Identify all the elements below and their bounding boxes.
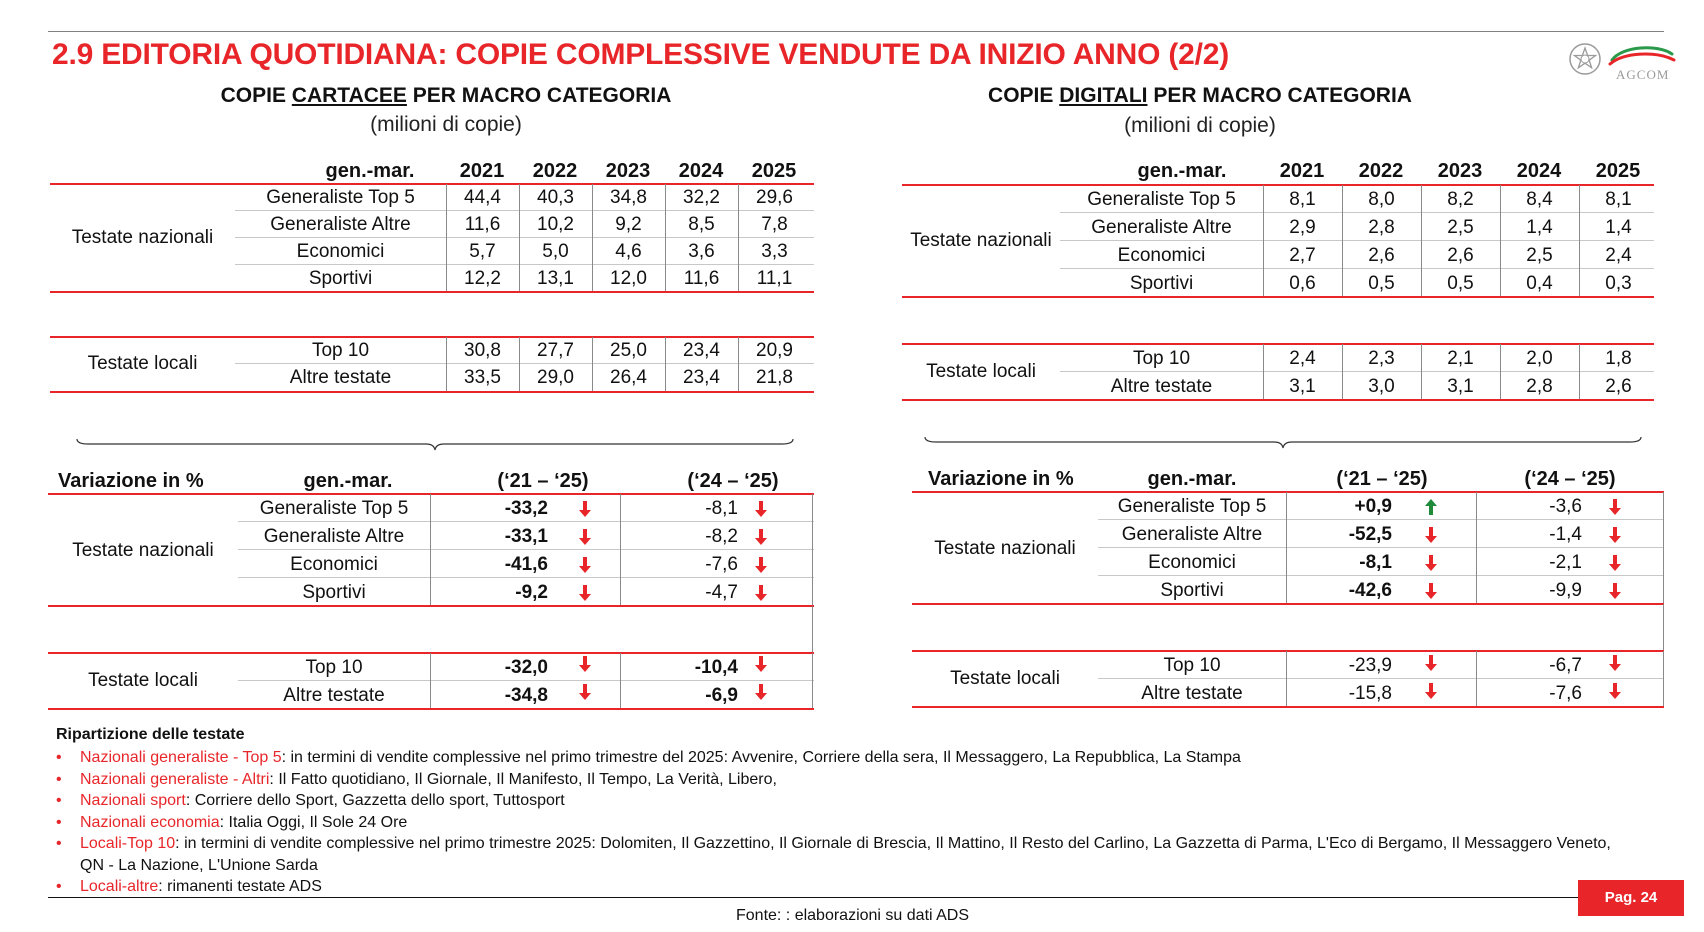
year-header: 2025 [1595,160,1641,182]
value-cell: 21,8 [756,367,793,388]
value-cell: 23,4 [683,367,720,388]
variation-value: -8,1 [1359,552,1392,573]
value-cell: 3,3 [761,241,788,262]
digital-section-subtitle: (milioni di copie) [1124,114,1276,137]
notes-list [56,747,1616,898]
category-label: Generaliste Altre [263,526,405,547]
arrow-down-icon [578,683,592,701]
variation-value: -8,1 [705,498,738,519]
year-header: 2024 [1516,160,1562,182]
category-label: Economici [1148,552,1236,573]
value-cell: 3,0 [1368,376,1395,397]
variation-value: -34,8 [504,685,548,706]
value-cell: 8,1 [1605,189,1632,210]
notes-block [56,726,1616,898]
year-header: 2025 [751,160,797,182]
arrow-down-icon [754,683,768,701]
category-label: Generaliste Top 5 [266,187,415,208]
list-item [56,747,1616,769]
category-label: Top 10 [305,657,363,678]
value-cell: 1,8 [1605,348,1632,369]
variation-value: -9,2 [515,582,548,603]
paper-section-title [48,84,844,108]
value-cell: 34,8 [610,187,647,208]
group-label: Testate nazionali [71,227,214,248]
period-header: gen.-mar. [1137,160,1227,182]
top-rule [48,31,1664,32]
value-cell: 40,3 [537,187,574,208]
arrow-down-icon [1424,526,1438,544]
group-label: Testate locali [950,668,1060,689]
value-cell: 12,2 [464,268,501,289]
value-cell: 29,0 [537,367,574,388]
value-cell: 30,8 [464,340,501,361]
arrow-down-icon [754,655,768,673]
value-cell: 13,1 [537,268,574,289]
value-cell: 1,4 [1605,217,1632,238]
digital-national-table [902,160,1654,300]
arrow-down-icon [754,584,768,602]
category-label: Top 10 [1163,655,1221,676]
arrow-down-icon [578,584,592,602]
note-label: Nazionali generaliste - Altri [80,770,270,788]
note-label: Nazionali generaliste - Top 5 [80,749,282,766]
variation-col-header: (‘21 – ‘25) [497,470,589,492]
value-cell: 5,7 [469,241,496,262]
arrow-down-icon [578,655,592,673]
arrow-down-icon [578,556,592,574]
note-text: : in termini di vendite complessive nel primo trimestre 2025: Dolomiten, Il Gazzettino, Il Giornale di Brescia, Il Mattino, Il Resto del Carlino, La Gazzetta di Parma, L'Eco di Bergamo, Il Messaggero Veneto, QN - La Nazione, L'Unione Sarda [80,835,1611,874]
year-header: 2022 [1358,160,1404,182]
arrow-down-icon [1608,682,1622,700]
variation-value: -23,9 [1348,655,1392,676]
variation-value: -42,6 [1348,580,1392,601]
variation-value: -6,9 [705,685,738,706]
value-cell: 2,5 [1526,245,1553,266]
variation-value: -9,9 [1549,580,1582,601]
value-cell: 8,4 [1526,189,1553,210]
value-cell: 0,4 [1526,273,1553,294]
group-label: Testate locali [88,670,198,691]
value-cell: 8,0 [1368,189,1395,210]
value-cell: 10,2 [537,214,574,235]
variation-value: -15,8 [1348,683,1392,704]
category-label: Top 10 [1132,348,1191,369]
category-label: Top 10 [311,340,370,361]
value-cell: 20,9 [756,340,793,361]
value-cell: 2,3 [1368,348,1395,369]
arrow-down-icon [1608,582,1622,600]
note-text: : Il Fatto quotidiano, Il Giornale, Il Manifesto, Il Tempo, La Verità, Libero, [269,770,777,788]
note-text: : rimanenti testate ADS [158,878,322,895]
value-cell: 2,1 [1447,348,1474,369]
value-cell: 0,5 [1447,273,1474,294]
paper-variation-table [48,470,814,715]
arrow-up-icon [1424,498,1438,516]
variation-value: -2,1 [1549,552,1582,573]
value-cell: 8,2 [1447,189,1474,210]
variation-value: +0,9 [1354,496,1392,517]
year-header: 2023 [1437,160,1483,182]
variation-value: -33,1 [504,526,548,547]
page-title: 2.9 EDITORIA QUOTIDIANA: COPIE COMPLESSIVE VENDUTE DA INIZIO ANNO (2/2) [52,38,1230,71]
paper-title-pre: COPIE [220,84,292,107]
arrow-down-icon [1608,526,1622,544]
variation-value: -33,2 [504,498,548,519]
value-cell: 8,1 [1289,189,1316,210]
arrow-down-icon [1608,554,1622,572]
value-cell: 11,1 [756,268,793,289]
year-header: 2021 [459,160,505,182]
agcom-logo [1568,42,1678,84]
group-label: Testate nazionali [72,540,214,561]
value-cell: 23,4 [683,340,720,361]
category-label: Economici [290,554,378,575]
value-cell: 7,8 [761,214,788,235]
value-cell: 4,6 [615,241,642,262]
category-label: Altre testate [1141,683,1243,704]
list-item [56,876,1616,898]
category-label: Generaliste Top 5 [259,498,409,519]
group-label: Testate locali [926,361,1036,382]
notes-title: Ripartizione delle testate [56,726,245,743]
page-number-badge: Pag. 24 [1578,880,1684,916]
category-label: Generaliste Top 5 [1087,189,1236,210]
logo-text: AGCOM [1616,67,1670,82]
category-label: Sportivi [308,268,373,289]
note-label: Nazionali sport [80,792,186,809]
value-cell: 2,6 [1368,245,1395,266]
value-cell: 2,5 [1447,217,1474,238]
value-cell: 26,4 [610,367,647,388]
arrow-down-icon [754,556,768,574]
period-header: gen.-mar. [1147,468,1237,490]
value-cell: 2,8 [1526,376,1553,397]
variation-col-header: (‘24 – ‘25) [687,470,779,492]
variation-value: -1,4 [1549,524,1582,545]
variation-value: -32,0 [504,657,548,678]
digital-section-title [760,84,1640,108]
variation-value: -52,5 [1348,524,1392,545]
value-cell: 2,6 [1605,376,1632,397]
arrow-down-icon [1424,582,1438,600]
arrow-down-icon [1424,554,1438,572]
value-cell: 2,4 [1289,348,1316,369]
bottom-rule [48,897,1588,898]
value-cell: 44,4 [464,187,501,208]
category-label: Sportivi [1160,580,1224,601]
year-header: 2021 [1279,160,1325,182]
category-label: Generaliste Altre [1121,524,1263,545]
arrow-down-icon [1424,654,1438,672]
arrow-down-icon [754,500,768,518]
paper-section-subtitle: (milioni di copie) [370,113,522,136]
period-header: gen.-mar. [325,160,415,182]
year-header: 2023 [605,160,651,182]
value-cell: 2,8 [1368,217,1395,238]
paper-brace [76,438,794,452]
arrow-down-icon [578,500,592,518]
group-label: Testate nazionali [910,230,1052,251]
value-cell: 27,7 [537,340,574,361]
note-label: Nazionali economia [80,813,220,831]
arrow-down-icon [1608,654,1622,672]
value-cell: 0,5 [1368,273,1395,294]
value-cell: 3,1 [1447,376,1474,397]
value-cell: 25,0 [610,340,647,361]
note-text: : in termini di vendite complessive nel primo trimestre del 2025: Avvenire, Corriere della sera, Il Messaggero, La Repubblica, La Stampa [281,749,1241,766]
digital-variation-table [912,468,1664,713]
variation-value: -10,4 [694,657,738,678]
value-cell: 33,5 [464,367,501,388]
value-cell: 0,3 [1605,273,1632,294]
paper-national-table [50,160,814,300]
variation-label: Variazione in % [928,468,1074,490]
group-label: Testate nazionali [934,538,1076,559]
digital-title-pre: COPIE [988,84,1060,107]
value-cell: 2,0 [1526,348,1553,369]
year-header: 2024 [678,160,724,182]
value-cell: 11,6 [464,214,501,235]
value-cell: 5,0 [542,241,569,262]
list-item [56,769,1616,791]
value-cell: 9,2 [615,214,642,235]
arrow-down-icon [1424,682,1438,700]
variation-value: -8,2 [705,526,738,547]
category-label: Sportivi [1129,273,1194,294]
arrow-down-icon [754,528,768,546]
note-text: : Corriere dello Sport, Gazzetta dello sport, Tuttosport [185,792,565,809]
value-cell: 8,5 [688,214,715,235]
note-label: Locali-altre [80,878,159,895]
digital-brace [924,436,1642,450]
variation-value: -7,6 [1549,683,1582,704]
category-label: Altre testate [1110,376,1213,397]
variation-value: -4,7 [705,582,738,603]
category-label: Altre testate [289,367,392,388]
category-label: Generaliste Altre [270,214,411,235]
period-header: gen.-mar. [303,470,393,492]
category-label: Generaliste Top 5 [1117,496,1267,517]
source-note: Fonte: : elaborazioni su dati ADS [736,907,970,924]
republic-emblem-icon [1568,42,1602,76]
group-label: Testate locali [87,353,198,374]
paper-local-table [50,336,814,396]
variation-label: Variazione in % [58,470,204,492]
arrow-down-icon [1608,498,1622,516]
value-cell: 3,1 [1289,376,1316,397]
list-item [56,833,1616,876]
note-label: Locali-Top 10 [80,835,176,852]
value-cell: 11,6 [683,268,720,289]
value-cell: 2,6 [1447,245,1474,266]
variation-value: -3,6 [1549,496,1582,517]
digital-title-key: DIGITALI [1059,84,1148,107]
digital-title-post: PER MACRO CATEGORIA [1147,84,1412,107]
variation-value: -7,6 [705,554,738,575]
note-text: : Italia Oggi, Il Sole 24 Ore [219,813,408,831]
variation-col-header: (‘21 – ‘25) [1336,468,1428,490]
category-label: Economici [296,241,385,262]
value-cell: 2,4 [1605,245,1632,266]
value-cell: 32,2 [683,187,720,208]
variation-value: -41,6 [504,554,548,575]
value-cell: 1,4 [1526,217,1553,238]
paper-title-post: PER MACRO CATEGORIA [406,84,672,107]
category-label: Altre testate [283,685,385,706]
list-item [56,790,1616,812]
value-cell: 2,9 [1289,217,1316,238]
category-label: Economici [1117,245,1206,266]
arrow-down-icon [578,528,592,546]
variation-value: -6,7 [1549,655,1582,676]
value-cell: 2,7 [1289,245,1316,266]
value-cell: 12,0 [610,268,647,289]
list-item [56,812,1616,834]
paper-title-key: CARTACEE [291,84,407,107]
digital-local-table [902,343,1654,403]
category-label: Generaliste Altre [1091,217,1232,238]
value-cell: 29,6 [756,187,793,208]
value-cell: 3,6 [688,241,715,262]
year-header: 2022 [532,160,578,182]
category-label: Sportivi [302,582,366,603]
value-cell: 0,6 [1289,273,1316,294]
variation-col-header: (‘24 – ‘25) [1524,468,1616,490]
